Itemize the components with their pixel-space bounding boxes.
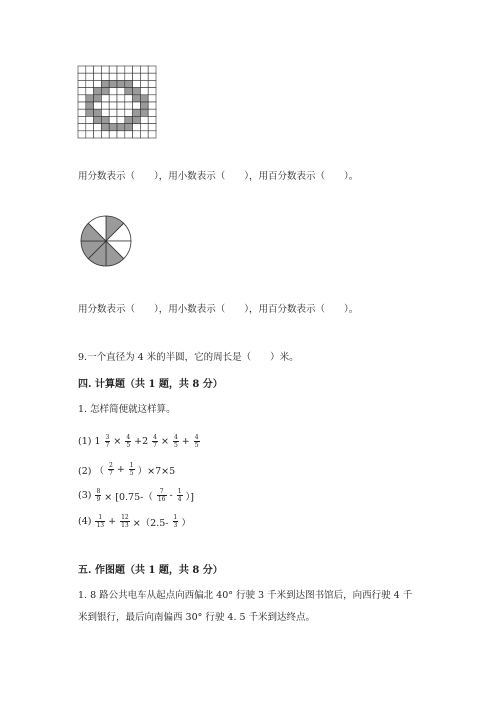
grid-cell [78,66,86,73]
grid-cell [78,116,86,123]
grid-cell [148,116,156,123]
grid-cell [148,102,156,109]
grid-cell [86,116,94,123]
grid-cell [133,124,141,131]
grid-cell [86,124,94,131]
question-9: 9.一个直径为 4 米的半圆，它的周长是（ ）米。 [78,352,299,363]
grid-cell [86,88,94,95]
grid-cell [86,66,94,73]
grid-cell [148,109,156,116]
grid-cell [140,80,148,87]
grid-cell [140,102,148,109]
grid-cell [94,73,102,80]
grid-cell [78,95,86,102]
grid-cell [86,131,94,138]
calc-item-3 [78,488,197,503]
grid-cell [133,109,141,116]
fraction: $\frac{3}{7}$ [105,434,110,449]
grid-cell [125,116,133,123]
grid-cell [101,88,109,95]
expression-tail: ）×7×5 [137,465,176,477]
grid-cell [109,73,117,80]
grid-cell [117,66,125,73]
grid-cell [94,109,102,116]
grid-cell [148,88,156,95]
grid-cell [117,124,125,131]
operator: × [0.75-（ [104,491,153,503]
operator: + [181,436,190,447]
calc-item-2 [78,462,178,477]
grid-cell [101,124,109,131]
grid-cell [78,109,86,116]
grid-cell [109,80,117,87]
grid-cell [78,131,86,138]
operator: × [161,436,169,447]
grid-cell [125,124,133,131]
grid-cell [117,102,125,109]
grid-cell [109,102,117,109]
grid-cell [101,66,109,73]
circle-figure [80,215,132,267]
grid-cell [140,109,148,116]
fraction: $\frac{12}{13}$ [121,514,129,529]
grid-cell [94,124,102,131]
grid-cell [117,73,125,80]
grid-cell [78,73,86,80]
grid-cell [140,88,148,95]
section-5-heading: 五. 作图题（共 1 题，共 8 分） [78,565,223,576]
grid-cell [148,131,156,138]
grid-cell [101,95,109,102]
grid-cell [125,102,133,109]
grid-cell [94,66,102,73]
item-2-label: (2) （ [78,465,104,477]
operator: ×（2.5- [132,517,169,529]
grid-cell [86,102,94,109]
grid-cell [101,102,109,109]
grid-cell [140,95,148,102]
section-5-line-2: 米到银行，最后向南偏西 30° 行驶 4. 5 千米到达终点。 [78,612,316,623]
grid-cell [148,73,156,80]
item-3-label: (3) [78,490,92,501]
grid-cell [86,73,94,80]
operator: + [116,464,125,475]
grid-cell [94,88,102,95]
grid-cell [133,66,141,73]
fraction: $\frac{7}{16}$ [157,488,166,503]
grid-cell [133,95,141,102]
fraction: $\frac{1}{3}$ [173,514,178,529]
fraction: $\frac{1}{4}$ [177,488,182,503]
operator: - [169,490,173,501]
grid-cell [86,109,94,116]
section-5-line-1: 1. 8 路公共电车从起点向西偏北 40° 行驶 3 千米到达图书馆后，向西行驶 4 千 [78,590,413,601]
grid-cell [86,80,94,87]
grid-cell [117,131,125,138]
grid-cell [125,131,133,138]
grid-cell [125,66,133,73]
calc-item-1 [78,434,203,449]
grid-cell [140,66,148,73]
grid-cell [133,88,141,95]
item-4-label: (4) [78,516,92,527]
expression-tail: ）] [185,491,195,503]
grid-cell [78,124,86,131]
grid-cell [133,116,141,123]
fraction: $\frac{1}{5}$ [129,462,134,477]
grid-cell [94,131,102,138]
grid-cell [78,88,86,95]
grid-cell [117,109,125,116]
grid-cell [94,116,102,123]
operator: × [113,436,122,447]
fraction: $\frac{4}{7}$ [153,434,157,449]
section-4-heading: 四. 计算题（共 1 题，共 8 分） [78,379,223,390]
grid-cell [117,95,125,102]
item-1-label: (1) 1 [78,436,101,447]
operator: + [108,516,117,527]
grid-cell [148,124,156,131]
grid-cell [86,95,94,102]
question-grid: 用分数表示（ ），用小数表示（ ），用百分数表示（ ）。 [78,171,359,182]
grid-cell [101,116,109,123]
grid-cell [148,80,156,87]
question-circle: 用分数表示（ ），用小数表示（ ），用百分数表示（ ）。 [78,304,359,315]
grid-cell [101,109,109,116]
grid-cell [109,124,117,131]
grid-cell [140,73,148,80]
expression-tail: ） [181,517,191,529]
grid-cell [117,80,125,87]
grid-cell [109,116,117,123]
grid-cell [109,66,117,73]
grid-cell [125,88,133,95]
grid-cell [101,131,109,138]
grid-cell [109,109,117,116]
grid-cell [148,66,156,73]
grid-cell [78,80,86,87]
grid-cell [125,109,133,116]
fraction: $\frac{4}{5}$ [126,434,131,449]
grid-cell [78,102,86,109]
grid-cell [133,131,141,138]
grid-cell [140,116,148,123]
grid-cell [140,124,148,131]
grid-cell [109,95,117,102]
grid-cell [133,102,141,109]
calc-item-4 [78,514,194,529]
grid-cell [94,95,102,102]
fraction: $\frac{1}{13}$ [96,514,105,529]
fraction: $\frac{4}{5}$ [194,434,199,449]
grid-cell [117,116,125,123]
grid-cell [133,73,141,80]
grid-cell [148,95,156,102]
grid-cell [101,73,109,80]
section-4-intro: 1. 怎样简便就这样算。 [78,404,176,415]
fraction: $\frac{4}{5}$ [173,434,178,449]
grid-cell [125,95,133,102]
grid-cell [101,80,109,87]
grid-cell [94,102,102,109]
grid-cell [125,73,133,80]
operator: +2 [134,436,149,447]
grid-cell [117,88,125,95]
grid-cell [140,131,148,138]
grid-cell [109,88,117,95]
grid-cell [125,80,133,87]
grid-cell [109,131,117,138]
grid-cell [94,80,102,87]
grid-cell [133,80,141,87]
grid-figure [78,66,156,138]
fraction: $\frac{2}{7}$ [108,462,113,477]
fraction: $\frac{8}{9}$ [96,488,101,503]
